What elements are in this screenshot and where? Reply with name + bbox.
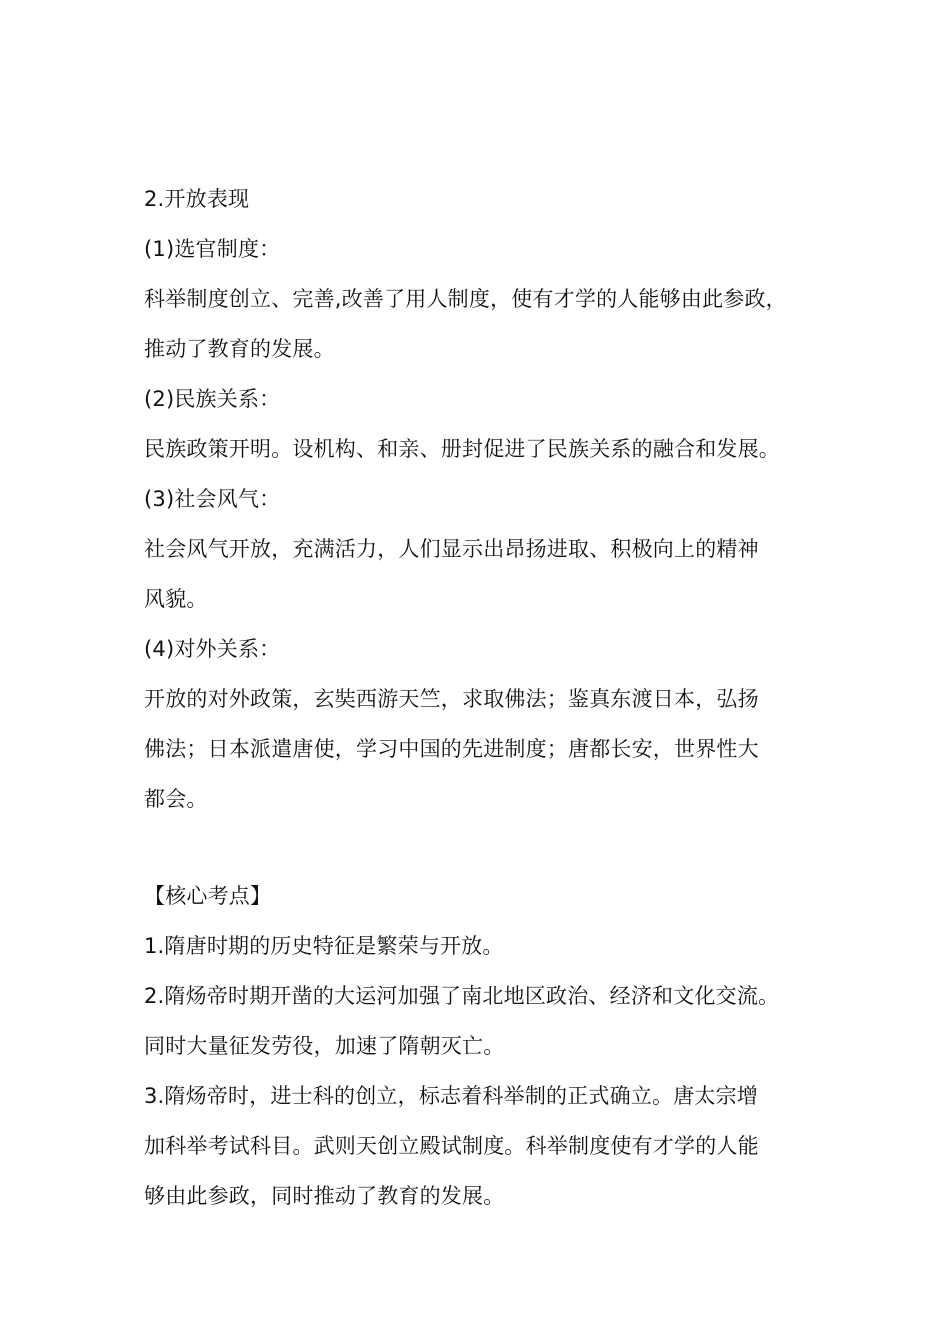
key-point-line: 1.隋唐时期的历史特征是繁荣与开放。	[144, 934, 504, 958]
paragraph-line: 佛法；日本派遣唐使，学习中国的先进制度；唐都长安，世界性大	[144, 737, 759, 761]
key-point-line: 加科举考试科目。武则天创立殿试制度。科举制度使有才学的人能	[144, 1134, 759, 1158]
paragraph-line: 社会风气开放，充满活力，人们显示出昂扬进取、积极向上的精神	[144, 537, 759, 561]
subheading: (4)对外关系：	[144, 637, 281, 661]
paragraph-line: 开放的对外政策，玄奘西游天竺，求取佛法；鉴真东渡日本，弘扬	[144, 687, 759, 711]
key-points-heading: 【核心考点】	[144, 884, 272, 908]
key-point-line: 3.隋炀帝时，进士科的创立，标志着科举制的正式确立。唐太宗增	[144, 1084, 759, 1108]
paragraph-line: 风貌。	[144, 587, 208, 611]
paragraph-line: 民族政策开明。设机构、和亲、册封促进了民族关系的融合和发展。	[144, 437, 780, 461]
subheading: (2)民族关系：	[144, 387, 281, 411]
key-point-line: 够由此参政，同时推动了教育的发展。	[144, 1184, 505, 1208]
paragraph-line: 推动了教育的发展。	[144, 337, 335, 361]
paragraph-line: 都会。	[144, 787, 208, 811]
key-point-line: 2.隋炀帝时期开凿的大运河加强了南北地区政治、经济和文化交流。	[144, 984, 780, 1008]
section-heading: 2.开放表现	[144, 187, 250, 211]
key-point-line: 同时大量征发劳役，加速了隋朝灭亡。	[144, 1034, 505, 1058]
paragraph-line: 科举制度创立、完善,改善了用人制度，使有才学的人能够由此参政，	[144, 287, 787, 311]
subheading: (1)选官制度：	[144, 237, 281, 261]
subheading: (3)社会风气：	[144, 487, 281, 511]
